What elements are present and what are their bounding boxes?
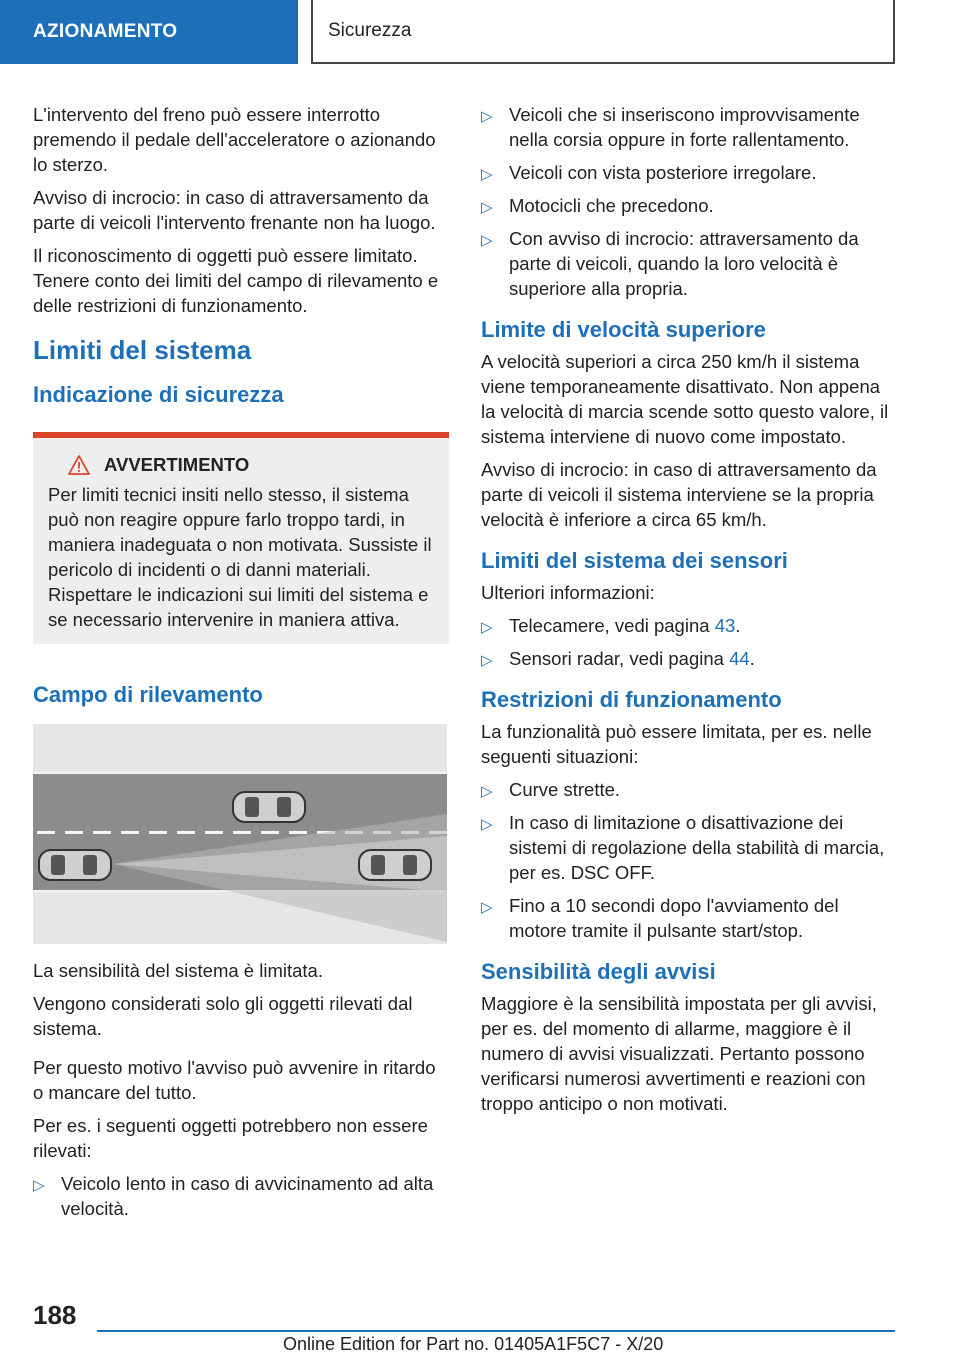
warning-box <box>33 432 449 644</box>
triangle-bullet-icon: ▷ <box>481 899 493 916</box>
right-column <box>481 102 897 1124</box>
paragraph: Avviso di incrocio: in caso di attraversamento da parte di veicoli l'intervento frenante non ha luogo. <box>33 187 436 233</box>
list-item: ▷ Con avviso di incrocio: attraversamento da parte di veicoli, quando la loro velocità è superiore alla propria. <box>481 228 859 299</box>
paragraph: Maggiore è la sensibilità impostata per gli avvisi, per es. del momento di allarme, maggiore è il numero di avvisi visualizzati. Pertanto possono verificarsi numerosi avvertimenti e reazioni con troppo anticipo o non motivati. <box>481 993 877 1114</box>
footer-divider <box>97 1330 895 1332</box>
section-header <box>311 0 895 64</box>
heading-function-restrictions: Restrizioni di funzionamento <box>481 687 782 712</box>
triangle-bullet-icon: ▷ <box>481 166 493 183</box>
bullet-list <box>33 1171 449 1221</box>
warning-title-row <box>68 454 434 476</box>
triangle-bullet-icon: ▷ <box>481 232 493 249</box>
page-link-43[interactable]: 43 <box>714 615 736 636</box>
edition-note: Online Edition for Part no. 01405A1F5C7 - X/20 <box>283 1334 664 1354</box>
warning-text: Per limiti tecnici insiti nello stesso, il sistema può non reagire oppure farlo troppo tardi, in maniera inadeguata o non motivata. Sussiste il pericolo di incidenti o di danni materiali. Rispettare le indicazioni sui limiti del sistema e se necessario intervenire in maniera attiva. <box>48 484 432 630</box>
paragraph: Per es. i seguenti oggetti potrebbero non essere rilevati: <box>33 1115 428 1161</box>
heading-system-limits: Limiti del sistema <box>33 335 252 365</box>
chapter-title: AZIONAMENTO <box>33 21 178 42</box>
bullet-list <box>481 777 897 943</box>
paragraph: La funzionalità può essere limitata, per es. nelle seguenti situazioni: <box>481 721 872 767</box>
page-link-44[interactable]: 44 <box>729 648 750 669</box>
triangle-bullet-icon: ▷ <box>481 108 493 125</box>
list-item: ▷ Telecamere, vedi pagina 43. <box>481 613 897 638</box>
chapter-tab <box>0 0 298 64</box>
heading-sensor-limits: Limiti del sistema dei sensori <box>481 548 788 573</box>
detection-range-illustration <box>33 724 447 944</box>
warning-triangle-icon <box>68 455 90 475</box>
triangle-bullet-icon: ▷ <box>481 619 493 636</box>
paragraph: Per questo motivo l'avviso può avvenire in ritardo o mancare del tutto. <box>33 1057 436 1103</box>
triangle-bullet-icon: ▷ <box>481 783 493 800</box>
triangle-bullet-icon: ▷ <box>33 1177 45 1194</box>
list-item: ▷ Curve strette. <box>481 777 897 802</box>
triangle-bullet-icon: ▷ <box>481 816 493 833</box>
heading-detection-range: Campo di rilevamento <box>33 682 263 707</box>
heading-warning-sensitivity: Sensibilità degli avvisi <box>481 959 716 984</box>
paragraph: La sensibilità del sistema è limitata. <box>33 960 323 981</box>
triangle-bullet-icon: ▷ <box>481 652 493 669</box>
car-ahead-icon <box>359 850 431 880</box>
paragraph: Il riconoscimento di oggetti può essere limitato. Tenere conto dei limiti del campo di rilevamento e delle restrizioni di funzionamento. <box>33 245 439 316</box>
section-title: Sicurezza <box>328 20 412 41</box>
bullet-list <box>481 102 897 301</box>
list-item: ▷ Fino a 10 secondi dopo l'avviamento del motore tramite il pulsante start/stop. <box>481 895 839 941</box>
paragraph: A velocità superiori a circa 250 km/h il sistema viene temporaneamente disattivato. Non appena la velocità di marcia scende sotto questo valore, il sistema interviene di nuovo come impostato. <box>481 351 889 447</box>
triangle-bullet-icon: ▷ <box>481 199 493 216</box>
list-item: ▷ Motocicli che precedono. <box>481 193 897 218</box>
left-column <box>33 102 449 1229</box>
page-number: 188 <box>33 1300 77 1330</box>
list-item: ▷ Veicolo lento in caso di avvicinamento ad alta velocità. <box>33 1173 434 1219</box>
warning-title: AVVERTIMENTO <box>104 454 250 475</box>
list-item: ▷ Veicoli con vista posteriore irregolare. <box>481 160 897 185</box>
list-item: ▷ In caso di limitazione o disattivazione dei sistemi di regolazione della stabilità di marcia, per es. DSC OFF. <box>481 812 885 883</box>
paragraph: Ulteriori informazioni: <box>481 582 655 603</box>
list-item: ▷ Veicoli che si inseriscono improvvisamente nella corsia oppure in forte rallentamento. <box>481 104 860 150</box>
paragraph: Avviso di incrocio: in caso di attraversamento da parte di veicoli il sistema interviene se la propria velocità è inferiore a circa 65 km/h. <box>481 459 877 530</box>
car-ego-icon <box>39 850 111 880</box>
bullet-list <box>481 613 897 671</box>
car-top-icon <box>233 792 305 822</box>
paragraph: Vengono considerati solo gli oggetti rilevati dal sistema. <box>33 993 413 1039</box>
paragraph: L'intervento del freno può essere interrotto premendo il pedale dell'acceleratore o azionando lo sterzo. <box>33 104 436 175</box>
heading-safety-note: Indicazione di sicurezza <box>33 382 284 407</box>
list-item: ▷ Sensori radar, vedi pagina 44. <box>481 646 897 671</box>
heading-speed-limit: Limite di velocità superiore <box>481 317 766 342</box>
